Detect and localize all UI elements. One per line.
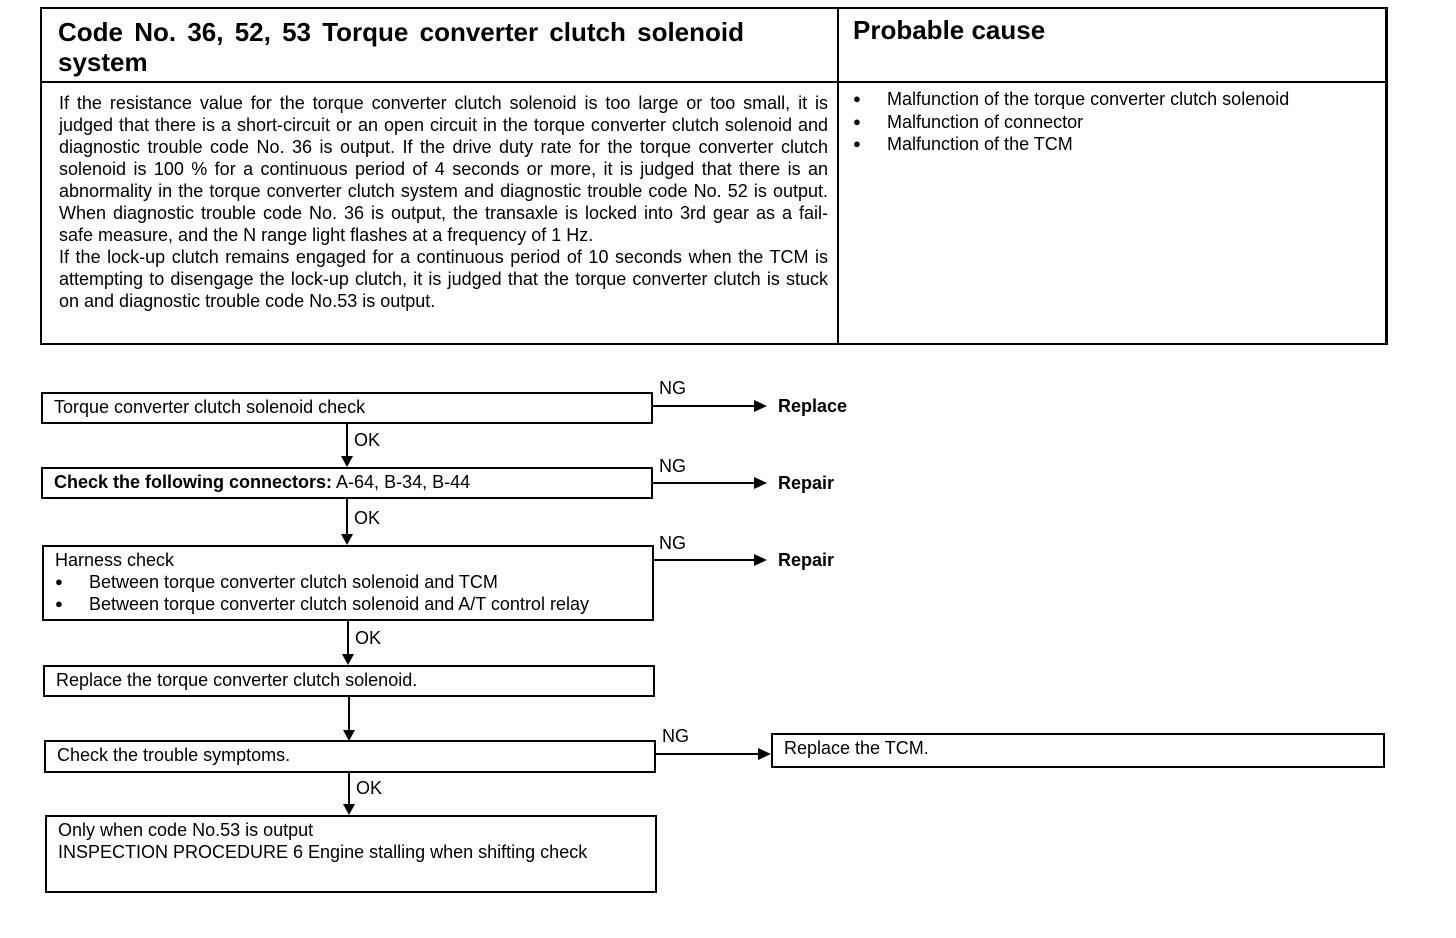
step-check-symptoms (44, 740, 656, 773)
inspection-condition: Only when code No.53 is output (58, 820, 314, 840)
result-replace-tcm (771, 733, 1385, 768)
harness-check-title: Harness check (55, 550, 175, 570)
ng-label: NG (659, 533, 686, 553)
ok-label: OK (354, 430, 381, 450)
ng-arrow (653, 405, 765, 407)
step-inspection-procedure (45, 815, 657, 893)
inspection-procedure-reference: INSPECTION PROCEDURE 6 Engine stalling when shifting check (58, 842, 588, 862)
ng-label: NG (659, 456, 686, 476)
ok-label: OK (356, 778, 383, 798)
ok-arrow (347, 621, 349, 663)
flow-arrow (348, 697, 350, 739)
ok-arrow (348, 773, 350, 813)
probable-cause-list (853, 88, 1289, 156)
result-replace-tcm-label: Replace the TCM. (784, 738, 929, 758)
harness-check-item: ● Between torque converter clutch solenoid and TCM (55, 571, 652, 593)
description-paragraph-1: If the resistance value for the torque converter clutch solenoid is too large or too small, it is judged that there is a short-circuit or an open circuit in the torque converter clutch solenoid and diagnostic trouble code No. 36 is output. If the drive duty rate for the torque converter clutch solenoid is 100 % for a continuous period of 4 seconds or more, it is judged that there is an abnormality in the torque converter clutch system and diagnostic trouble code No. 52 is output. When diagnostic trouble code No. 36 is output, the transaxle is locked into 3rd gear as a fail-safe measure, and the N range light flashes at a frequency of 1 Hz. (59, 93, 828, 245)
cause-item: ● Malfunction of the TCM (853, 133, 1289, 156)
step-replace-solenoid-label: Replace the torque converter clutch solenoid. (56, 670, 418, 690)
step-connector-check (41, 467, 653, 499)
result-repair: Repair (778, 550, 835, 570)
code-title: Code No. 36, 52, 53 Torque converter clutch solenoid system (58, 17, 745, 77)
table-divider-horizontal (40, 81, 1388, 83)
ng-arrow (654, 559, 765, 561)
cause-item: ● Malfunction of connector (853, 111, 1289, 134)
step-connector-check-list: A-64, B-34, B-44 (332, 472, 471, 492)
ng-arrow (656, 753, 769, 755)
step-harness-check (42, 545, 654, 621)
ng-label: NG (662, 726, 689, 746)
ok-label: OK (354, 508, 381, 528)
ok-arrow (346, 424, 348, 465)
ok-arrow (346, 499, 348, 543)
result-repair: Repair (778, 473, 835, 493)
ng-arrow (653, 482, 765, 484)
probable-cause-title: Probable cause (853, 15, 1046, 45)
ng-label: NG (659, 378, 686, 398)
step-solenoid-check-label: Torque converter clutch solenoid check (54, 397, 366, 417)
result-replace: Replace (778, 396, 848, 416)
cause-item: ● Malfunction of the torque converter clutch solenoid (853, 88, 1289, 111)
table-divider-vertical (837, 7, 839, 345)
step-replace-solenoid (43, 665, 655, 697)
description-paragraph-2: If the lock-up clutch remains engaged for a continuous period of 10 seconds when the TCM is attempting to disengage the lock-up clutch, it is judged that the torque converter clutch is stuck on and diagnostic trouble code No.53 is output. (59, 247, 828, 311)
step-solenoid-check (41, 392, 653, 424)
ok-label: OK (355, 628, 382, 648)
step-check-symptoms-label: Check the trouble symptoms. (57, 745, 291, 765)
harness-check-item: ● Between torque converter clutch solenoid and A/T control relay (55, 593, 652, 615)
description (59, 92, 828, 312)
step-connector-check-bold: Check the following connectors: (54, 472, 333, 492)
